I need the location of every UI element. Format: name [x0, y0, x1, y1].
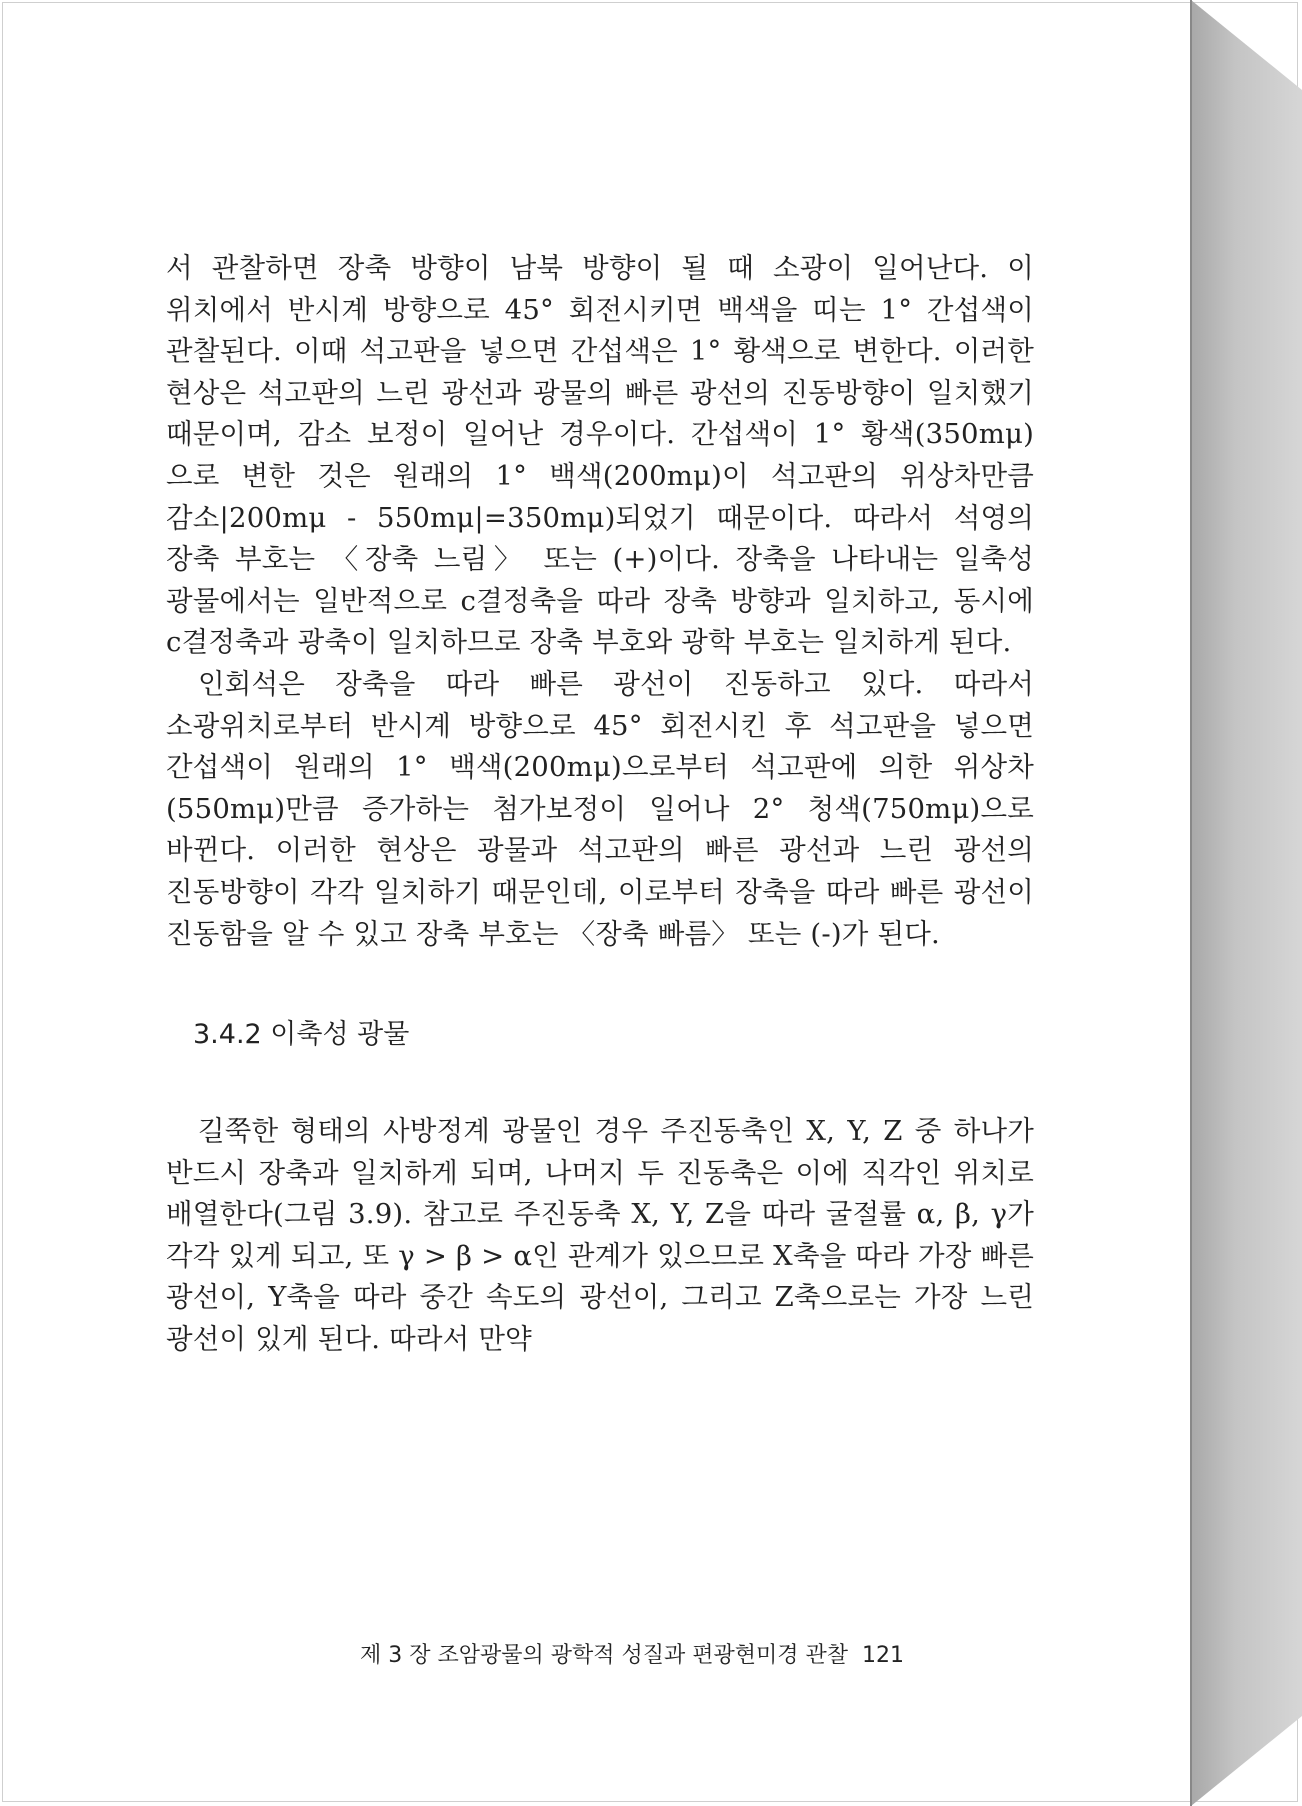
body-paragraph-3: 길쭉한 형태의 사방정계 광물인 경우 주진동축인 X, Y, Z 중 하나가 반드시 장축과 일치하게 되며, 나머지 두 진동축은 이에 직각인 위치로 배열한다(그림 3.9). 참고로 주진동축 X, Y, Z을 따라 굴절률 α, β, γ가 각각 있게 되고, 또 γ > β > α인 관계가 있으므로 X축을 따라 가장 빠른 광선이, Y축을 따라 중간 속도의 광선이, 그리고 Z축으로는 가장 느린 광선이 있게 된다. 따라서 만약: [166, 1115, 1034, 1356]
body-paragraph-1: 서 관찰하면 장축 방향이 남북 방향이 될 때 소광이 일어난다. 이 위치에서 반시계 방향으로 45° 회전시키면 백색을 띠는 1° 간섭색이 관찰된다. 이때 석고판을 넣으면 간섭색은 1° 황색으로 변한다. 이러한 현상은 석고판의 느린 광선과 광물의 빠른 광선의 진동방향이 일치했기 때문이며, 감소 보정이 일어난 경우이다. 간섭색이 1° 황색(350mμ)으로 변한 것은 원래의 1° 백색(200mμ)이 석고판의 위상차만큼 감소|200mμ - 550mμ|=350mμ)되었기 때문이다. 따라서 석영의 장축 부호는 〈장축 느림〉 또는 (+)이다. 장축을 나타내는 일축성 광물에서는 일반적으로 c결정축을 따라 장축 방향과 일치하고, 동시에 c결정축과 광축이 일치하므로 장축 부호와 광학 부호는 일치하게 된다.: [166, 252, 1034, 659]
footer-chapter-title: 제 3 장 조암광물의 광학적 성질과 편광현미경 관찰: [360, 1643, 848, 1668]
book-edge-line: [1190, 0, 1192, 1806]
section-heading: 3.4.2 이축성 광물: [193, 1019, 410, 1051]
body-paragraph-2: 인회석은 장축을 따라 빠른 광선이 진동하고 있다. 따라서 소광위치로부터 반시계 방향으로 45° 회전시킨 후 석고판을 넣으면 간섭색이 원래의 1° 백색(200mμ)으로부터 석고판에 의한 위상차(550mμ)만큼 증가하는 첨가보정이 일어나 2° 청색(750mμ)으로 바뀐다. 이러한 현상은 광물과 석고판의 빠른 광선과 느린 광선의 진동방향이 각각 일치하기 때문인데, 이로부터 장축을 따라 빠른 광선이 진동함을 알 수 있고 장축 부호는 〈장축 빠름〉 또는 (-)가 된다.: [166, 667, 1034, 950]
book-spine-edge: [1191, 0, 1302, 1806]
page-content: [166, 248, 1034, 1361]
page-footer: [360, 1638, 1010, 1674]
page-number: 121: [862, 1643, 904, 1668]
